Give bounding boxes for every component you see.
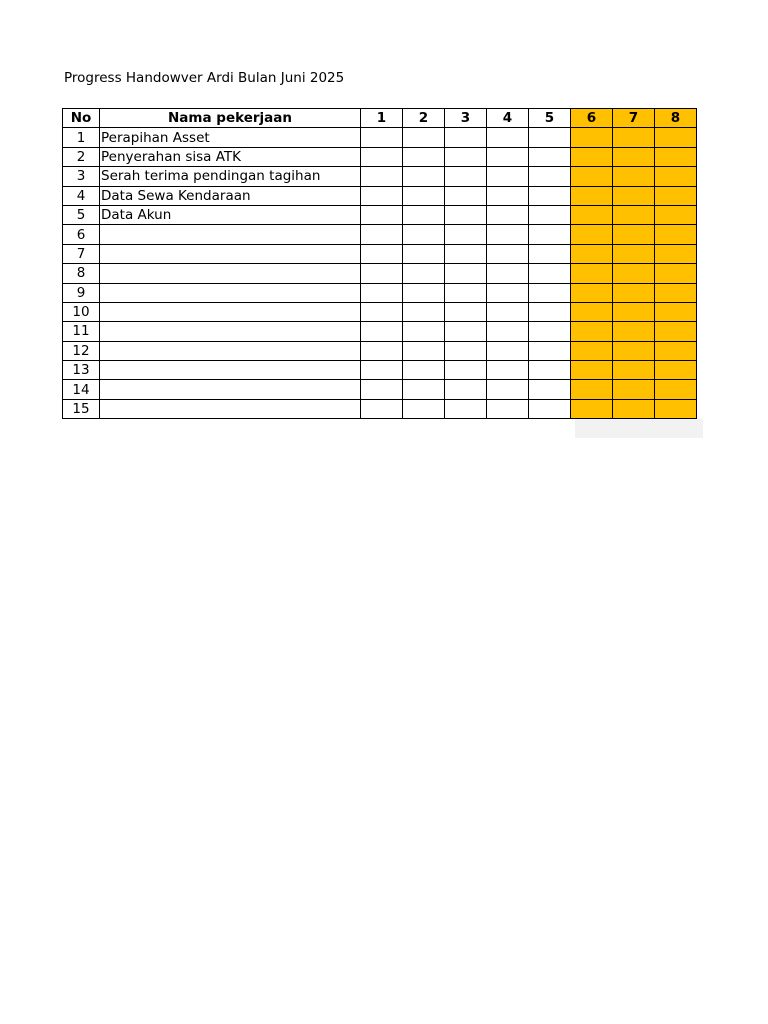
cell-day-2[interactable]	[403, 244, 445, 263]
cell-task-name[interactable]: Serah terima pendingan tagihan	[100, 167, 361, 186]
cell-day-7[interactable]	[613, 302, 655, 321]
table-row	[63, 302, 697, 321]
table-row	[63, 380, 697, 399]
cell-day-6[interactable]	[571, 225, 613, 244]
cell-day-6[interactable]	[571, 244, 613, 263]
cell-task-name[interactable]: Data Sewa Kendaraan	[100, 186, 361, 205]
cell-day-8[interactable]	[655, 302, 697, 321]
cell-day-4[interactable]	[487, 128, 529, 147]
cell-day-7[interactable]	[613, 380, 655, 399]
cell-day-1[interactable]	[361, 283, 403, 302]
cell-day-4[interactable]	[487, 399, 529, 418]
table-row	[63, 225, 697, 244]
cell-day-7[interactable]	[613, 205, 655, 224]
header-day-7[interactable]: 7	[613, 109, 655, 128]
cell-day-7[interactable]	[613, 322, 655, 341]
cell-task-name[interactable]	[100, 302, 361, 321]
cell-day-3[interactable]	[445, 302, 487, 321]
cell-day-8[interactable]	[655, 167, 697, 186]
cell-day-2[interactable]	[403, 399, 445, 418]
cell-no[interactable]: 7	[63, 244, 100, 263]
cell-no[interactable]: 8	[63, 264, 100, 283]
table-row	[63, 322, 697, 341]
cell-day-4[interactable]	[487, 302, 529, 321]
cell-day-6[interactable]	[571, 167, 613, 186]
cell-no[interactable]: 4	[63, 186, 100, 205]
cell-day-5[interactable]	[529, 380, 571, 399]
cell-day-8[interactable]	[655, 244, 697, 263]
table-row	[63, 399, 697, 418]
cell-day-4[interactable]	[487, 341, 529, 360]
header-day-4[interactable]: 4	[487, 109, 529, 128]
cell-day-7[interactable]	[613, 128, 655, 147]
cell-day-3[interactable]	[445, 380, 487, 399]
cell-task-name[interactable]	[100, 380, 361, 399]
cell-day-4[interactable]	[487, 380, 529, 399]
cell-day-1[interactable]	[361, 399, 403, 418]
header-day-3[interactable]: 3	[445, 109, 487, 128]
cell-day-8[interactable]	[655, 186, 697, 205]
page-title: Progress Handowver Ardi Bulan Juni 2025	[64, 70, 345, 86]
cell-no[interactable]: 11	[63, 322, 100, 341]
cell-day-7[interactable]	[613, 361, 655, 380]
cell-day-2[interactable]	[403, 205, 445, 224]
cell-day-6[interactable]	[571, 341, 613, 360]
cell-day-6[interactable]	[571, 264, 613, 283]
cell-task-name[interactable]: Data Akun	[100, 205, 361, 224]
cell-day-3[interactable]	[445, 225, 487, 244]
cell-day-7[interactable]	[613, 283, 655, 302]
cell-day-8[interactable]	[655, 205, 697, 224]
cell-day-3[interactable]	[445, 322, 487, 341]
cell-day-1[interactable]	[361, 186, 403, 205]
cell-day-1[interactable]	[361, 341, 403, 360]
cell-day-3[interactable]	[445, 186, 487, 205]
cell-day-3[interactable]	[445, 205, 487, 224]
cell-day-5[interactable]	[529, 361, 571, 380]
cell-day-3[interactable]	[445, 147, 487, 166]
cell-day-2[interactable]	[403, 361, 445, 380]
cell-day-2[interactable]	[403, 341, 445, 360]
header-day-6[interactable]: 6	[571, 109, 613, 128]
cell-day-2[interactable]	[403, 302, 445, 321]
cell-no[interactable]: 10	[63, 302, 100, 321]
cell-no[interactable]: 3	[63, 167, 100, 186]
cell-day-8[interactable]	[655, 322, 697, 341]
table-row	[63, 186, 697, 205]
cell-day-2[interactable]	[403, 225, 445, 244]
cell-no[interactable]: 5	[63, 205, 100, 224]
cell-day-1[interactable]	[361, 205, 403, 224]
header-day-8[interactable]: 8	[655, 109, 697, 128]
cell-day-1[interactable]	[361, 302, 403, 321]
cell-task-name[interactable]	[100, 264, 361, 283]
cell-day-5[interactable]	[529, 341, 571, 360]
cell-day-6[interactable]	[571, 186, 613, 205]
cell-day-1[interactable]	[361, 380, 403, 399]
cell-task-name[interactable]	[100, 244, 361, 263]
cell-no[interactable]: 9	[63, 283, 100, 302]
cell-day-8[interactable]	[655, 399, 697, 418]
cell-day-2[interactable]	[403, 380, 445, 399]
cell-day-2[interactable]	[403, 322, 445, 341]
cell-day-3[interactable]	[445, 399, 487, 418]
cell-task-name[interactable]: Perapihan Asset	[100, 128, 361, 147]
cell-day-3[interactable]	[445, 341, 487, 360]
cell-day-7[interactable]	[613, 167, 655, 186]
cell-day-6[interactable]	[571, 380, 613, 399]
cell-day-4[interactable]	[487, 186, 529, 205]
cell-day-3[interactable]	[445, 167, 487, 186]
cell-task-name[interactable]	[100, 399, 361, 418]
cell-day-2[interactable]	[403, 283, 445, 302]
cell-day-5[interactable]	[529, 167, 571, 186]
table-row	[63, 283, 697, 302]
cell-day-1[interactable]	[361, 244, 403, 263]
cell-day-6[interactable]	[571, 147, 613, 166]
cell-day-8[interactable]	[655, 341, 697, 360]
cell-day-3[interactable]	[445, 128, 487, 147]
cell-day-5[interactable]	[529, 186, 571, 205]
cell-day-6[interactable]	[571, 283, 613, 302]
cell-day-4[interactable]	[487, 283, 529, 302]
header-day-2[interactable]: 2	[403, 109, 445, 128]
table-row	[63, 361, 697, 380]
table-row	[63, 167, 697, 186]
cell-task-name[interactable]	[100, 322, 361, 341]
cell-day-5[interactable]	[529, 225, 571, 244]
cell-no[interactable]: 2	[63, 147, 100, 166]
cell-day-4[interactable]	[487, 264, 529, 283]
header-no[interactable]: No	[63, 109, 100, 128]
cell-day-6[interactable]	[571, 361, 613, 380]
cell-day-6[interactable]	[571, 399, 613, 418]
cell-day-8[interactable]	[655, 128, 697, 147]
cell-no[interactable]: 12	[63, 341, 100, 360]
cell-day-7[interactable]	[613, 244, 655, 263]
cell-day-4[interactable]	[487, 244, 529, 263]
cell-day-5[interactable]	[529, 205, 571, 224]
cell-day-5[interactable]	[529, 322, 571, 341]
table-row	[63, 147, 697, 166]
cell-day-5[interactable]	[529, 399, 571, 418]
cell-day-2[interactable]	[403, 186, 445, 205]
cell-day-1[interactable]	[361, 147, 403, 166]
cell-day-7[interactable]	[613, 186, 655, 205]
cell-day-6[interactable]	[571, 128, 613, 147]
cell-day-8[interactable]	[655, 147, 697, 166]
table-row	[63, 341, 697, 360]
cell-day-4[interactable]	[487, 322, 529, 341]
cell-day-5[interactable]	[529, 244, 571, 263]
cell-day-7[interactable]	[613, 264, 655, 283]
cell-day-6[interactable]	[571, 322, 613, 341]
cell-day-1[interactable]	[361, 361, 403, 380]
cell-day-5[interactable]	[529, 147, 571, 166]
header-name[interactable]: Nama pekerjaan	[100, 109, 361, 128]
cell-day-4[interactable]	[487, 361, 529, 380]
cell-day-8[interactable]	[655, 264, 697, 283]
table-row	[63, 264, 697, 283]
cell-day-8[interactable]	[655, 380, 697, 399]
cell-shade	[575, 419, 703, 438]
cell-day-7[interactable]	[613, 147, 655, 166]
cell-day-2[interactable]	[403, 167, 445, 186]
cell-day-3[interactable]	[445, 264, 487, 283]
cell-day-2[interactable]	[403, 264, 445, 283]
cell-task-name[interactable]	[100, 283, 361, 302]
cell-day-5[interactable]	[529, 128, 571, 147]
header-day-1[interactable]: 1	[361, 109, 403, 128]
cell-no[interactable]: 13	[63, 361, 100, 380]
cell-day-7[interactable]	[613, 341, 655, 360]
cell-day-3[interactable]	[445, 361, 487, 380]
cell-day-7[interactable]	[613, 399, 655, 418]
cell-day-1[interactable]	[361, 167, 403, 186]
cell-no[interactable]: 6	[63, 225, 100, 244]
cell-day-1[interactable]	[361, 128, 403, 147]
cell-task-name[interactable]	[100, 341, 361, 360]
cell-day-8[interactable]	[655, 225, 697, 244]
cell-task-name[interactable]	[100, 361, 361, 380]
cell-day-4[interactable]	[487, 147, 529, 166]
cell-no[interactable]: 15	[63, 399, 100, 418]
table-row	[63, 128, 697, 147]
cell-task-name[interactable]: Penyerahan sisa ATK	[100, 147, 361, 166]
cell-day-6[interactable]	[571, 205, 613, 224]
progress-table	[62, 108, 697, 419]
header-day-5[interactable]: 5	[529, 109, 571, 128]
cell-day-8[interactable]	[655, 283, 697, 302]
cell-day-3[interactable]	[445, 244, 487, 263]
table-body	[63, 128, 697, 419]
cell-day-4[interactable]	[487, 167, 529, 186]
cell-day-1[interactable]	[361, 264, 403, 283]
cell-day-5[interactable]	[529, 302, 571, 321]
cell-day-3[interactable]	[445, 283, 487, 302]
cell-task-name[interactable]	[100, 225, 361, 244]
table-row	[63, 244, 697, 263]
cell-day-8[interactable]	[655, 361, 697, 380]
cell-day-4[interactable]	[487, 205, 529, 224]
cell-day-7[interactable]	[613, 225, 655, 244]
cell-no[interactable]: 1	[63, 128, 100, 147]
cell-day-6[interactable]	[571, 302, 613, 321]
cell-day-2[interactable]	[403, 147, 445, 166]
cell-no[interactable]: 14	[63, 380, 100, 399]
cell-day-5[interactable]	[529, 283, 571, 302]
table-row	[63, 205, 697, 224]
cell-day-5[interactable]	[529, 264, 571, 283]
cell-day-1[interactable]	[361, 225, 403, 244]
cell-day-1[interactable]	[361, 322, 403, 341]
header-row	[63, 109, 697, 128]
cell-day-2[interactable]	[403, 128, 445, 147]
cell-day-4[interactable]	[487, 225, 529, 244]
